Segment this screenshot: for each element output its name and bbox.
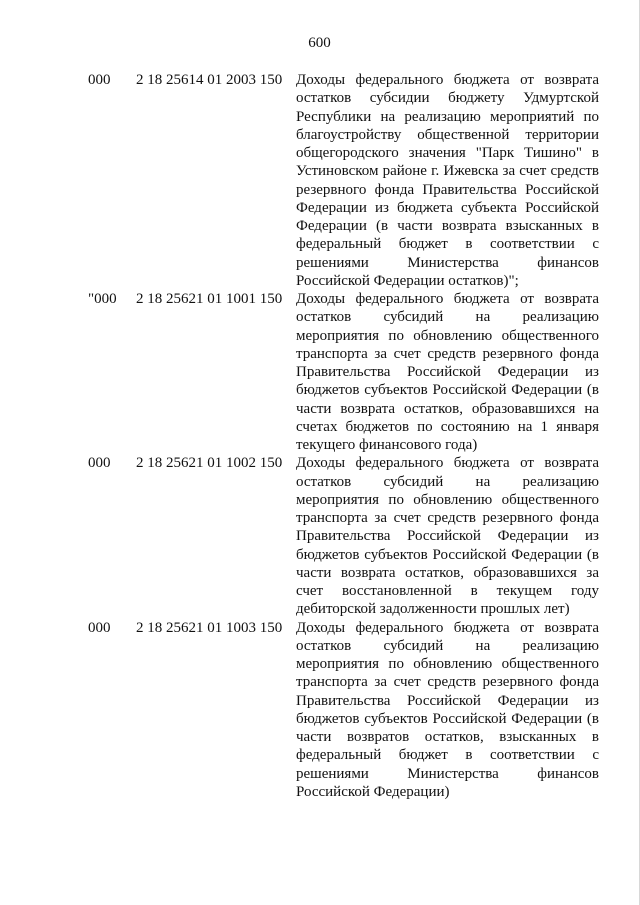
table-row (88, 290, 600, 454)
income-description: Доходы федерального бюджета от возврата остатков субсидий на реализацию мероприятия по обновлению общественного транспорта за счет средств резервного фонда Правительства Российской Федерации из бюджетов субъектов Российской Федерации (в части возвратов остатков, взысканных в федеральный бюджет в соответствии с решениями Министерства финансов Российской Федерации) (296, 619, 599, 800)
income-description: Доходы федерального бюджета от возврата остатков субсидий на реализацию мероприятия по обновлению общественного транспорта за счет средств резервного фонда Правительства Российской Федерации из бюджетов субъектов Российской Федерации (в части возврата остатков, образовавшихся за счет восстановленной в текущем году дебиторской задолженности прошлых лет) (296, 455, 599, 618)
admin-code: 000 (88, 455, 111, 472)
table-row (88, 619, 600, 802)
budget-classification-code: 2 18 25621 01 1002 150 (136, 455, 283, 472)
table-row (88, 454, 600, 618)
table-row (88, 71, 600, 290)
income-description: Доходы федерального бюджета от возврата остатков субсидий на реализацию мероприятия по обновлению общественного транспорта за счет средств резервного фонда Правительства Российской Федерации из бюджетов субъектов Российской Федерации (в части возврата остатков, образовавшихся на счетах бюджетов по состоянию на 1 января текущего финансового года) (296, 291, 599, 453)
admin-code: "000 (88, 291, 117, 307)
budget-classification-code: 2 18 25614 01 2003 150 (136, 72, 283, 88)
admin-code: 000 (88, 619, 111, 636)
income-description: Доходы федерального бюджета от возврата остатков субсидии бюджету Удмуртской Республики на реализацию мероприятий по благоустройству общественной территории общегородского значения "Парк Тишино" в Устиновском районе г. Ижевска за счет средств резервного фонда Правительства Российской Федерации из бюджета субъекта Российской Федерации (в части возврата взысканных в федеральный бюджет в соответствии с решениями Министерства финансов Российской Федерации остатков)"; (296, 72, 599, 289)
admin-code: 000 (88, 72, 111, 88)
budget-code-table (88, 71, 600, 801)
budget-classification-code: 2 18 25621 01 1003 150 (136, 619, 283, 636)
page-number: 600 (308, 35, 331, 51)
budget-classification-code: 2 18 25621 01 1001 150 (136, 291, 283, 307)
